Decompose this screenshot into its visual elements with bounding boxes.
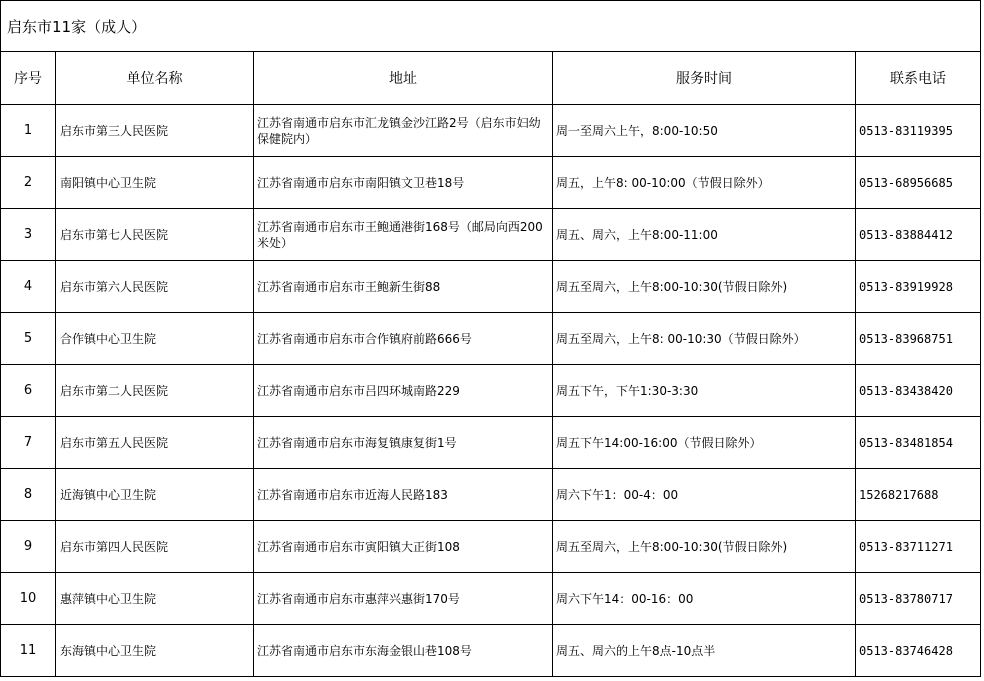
row-phone: 0513-68956685 — [856, 157, 981, 209]
table-title: 启东市11家（成人） — [1, 1, 981, 52]
header-index: 序号 — [1, 52, 56, 105]
row-index: 9 — [1, 521, 56, 573]
row-hours: 周五、周六的上午8点-10点半 — [553, 625, 856, 677]
row-index: 1 — [1, 105, 56, 157]
row-hours: 周五，上午8: 00-10:00（节假日除外） — [553, 157, 856, 209]
table-row — [1, 261, 981, 313]
header-address: 地址 — [254, 52, 553, 105]
row-index: 8 — [1, 469, 56, 521]
row-address: 江苏省南通市启东市南阳镇文卫巷18号 — [254, 157, 553, 209]
row-address: 江苏省南通市启东市汇龙镇金沙江路2号（启东市妇幼保健院内） — [254, 105, 553, 157]
row-address: 江苏省南通市启东市王鲍新生街88 — [254, 261, 553, 313]
row-hours: 周五、周六，上午8:00-11:00 — [553, 209, 856, 261]
row-address: 江苏省南通市启东市惠萍兴惠街170号 — [254, 573, 553, 625]
row-index: 3 — [1, 209, 56, 261]
row-hours: 周五下午14:00-16:00（节假日除外） — [553, 417, 856, 469]
row-address: 江苏省南通市启东市东海金银山巷108号 — [254, 625, 553, 677]
row-address: 江苏省南通市启东市王鲍通港街168号（邮局向西200米处） — [254, 209, 553, 261]
row-hours: 周五至周六，上午8:00-10:30(节假日除外) — [553, 521, 856, 573]
row-name: 启东市第三人民医院 — [56, 105, 254, 157]
table-row — [1, 417, 981, 469]
row-phone: 0513-83968751 — [856, 313, 981, 365]
header-hours: 服务时间 — [553, 52, 856, 105]
row-index: 2 — [1, 157, 56, 209]
row-address: 江苏省南通市启东市寅阳镇大正街108 — [254, 521, 553, 573]
row-phone: 0513-83711271 — [856, 521, 981, 573]
row-name: 启东市第二人民医院 — [56, 365, 254, 417]
row-name: 启东市第七人民医院 — [56, 209, 254, 261]
row-hours: 周一至周六上午，8:00-10:50 — [553, 105, 856, 157]
table-body — [1, 105, 981, 677]
row-hours: 周五至周六，上午8:00-10:30(节假日除外) — [553, 261, 856, 313]
row-address: 江苏省南通市启东市近海人民路183 — [254, 469, 553, 521]
row-phone: 0513-83780717 — [856, 573, 981, 625]
table-row — [1, 625, 981, 677]
header-phone: 联系电话 — [856, 52, 981, 105]
row-name: 合作镇中心卫生院 — [56, 313, 254, 365]
row-index: 11 — [1, 625, 56, 677]
table-row — [1, 313, 981, 365]
header-row — [1, 52, 981, 105]
row-phone: 0513-83919928 — [856, 261, 981, 313]
table-row — [1, 573, 981, 625]
row-phone: 0513-83884412 — [856, 209, 981, 261]
row-name: 启东市第四人民医院 — [56, 521, 254, 573]
row-index: 6 — [1, 365, 56, 417]
row-index: 4 — [1, 261, 56, 313]
row-index: 7 — [1, 417, 56, 469]
row-hours: 周六下午14：00-16：00 — [553, 573, 856, 625]
row-name: 惠萍镇中心卫生院 — [56, 573, 254, 625]
row-phone: 0513-83438420 — [856, 365, 981, 417]
table-row — [1, 157, 981, 209]
row-name: 启东市第五人民医院 — [56, 417, 254, 469]
header-name: 单位名称 — [56, 52, 254, 105]
row-phone: 0513-83481854 — [856, 417, 981, 469]
row-phone: 0513-83746428 — [856, 625, 981, 677]
table-row — [1, 365, 981, 417]
row-address: 江苏省南通市启东市海复镇康复街1号 — [254, 417, 553, 469]
row-name: 南阳镇中心卫生院 — [56, 157, 254, 209]
row-phone: 0513-83119395 — [856, 105, 981, 157]
row-name: 启东市第六人民医院 — [56, 261, 254, 313]
row-address: 江苏省南通市启东市合作镇府前路666号 — [254, 313, 553, 365]
row-phone: 15268217688 — [856, 469, 981, 521]
row-index: 10 — [1, 573, 56, 625]
table-row — [1, 209, 981, 261]
row-name: 近海镇中心卫生院 — [56, 469, 254, 521]
table-row — [1, 469, 981, 521]
row-index: 5 — [1, 313, 56, 365]
table-row — [1, 521, 981, 573]
row-name: 东海镇中心卫生院 — [56, 625, 254, 677]
row-hours: 周五下午，下午1:30-3:30 — [553, 365, 856, 417]
row-hours: 周五至周六，上午8: 00-10:30（节假日除外） — [553, 313, 856, 365]
table-row — [1, 105, 981, 157]
row-hours: 周六下午1：00-4：00 — [553, 469, 856, 521]
row-address: 江苏省南通市启东市吕四环城南路229 — [254, 365, 553, 417]
